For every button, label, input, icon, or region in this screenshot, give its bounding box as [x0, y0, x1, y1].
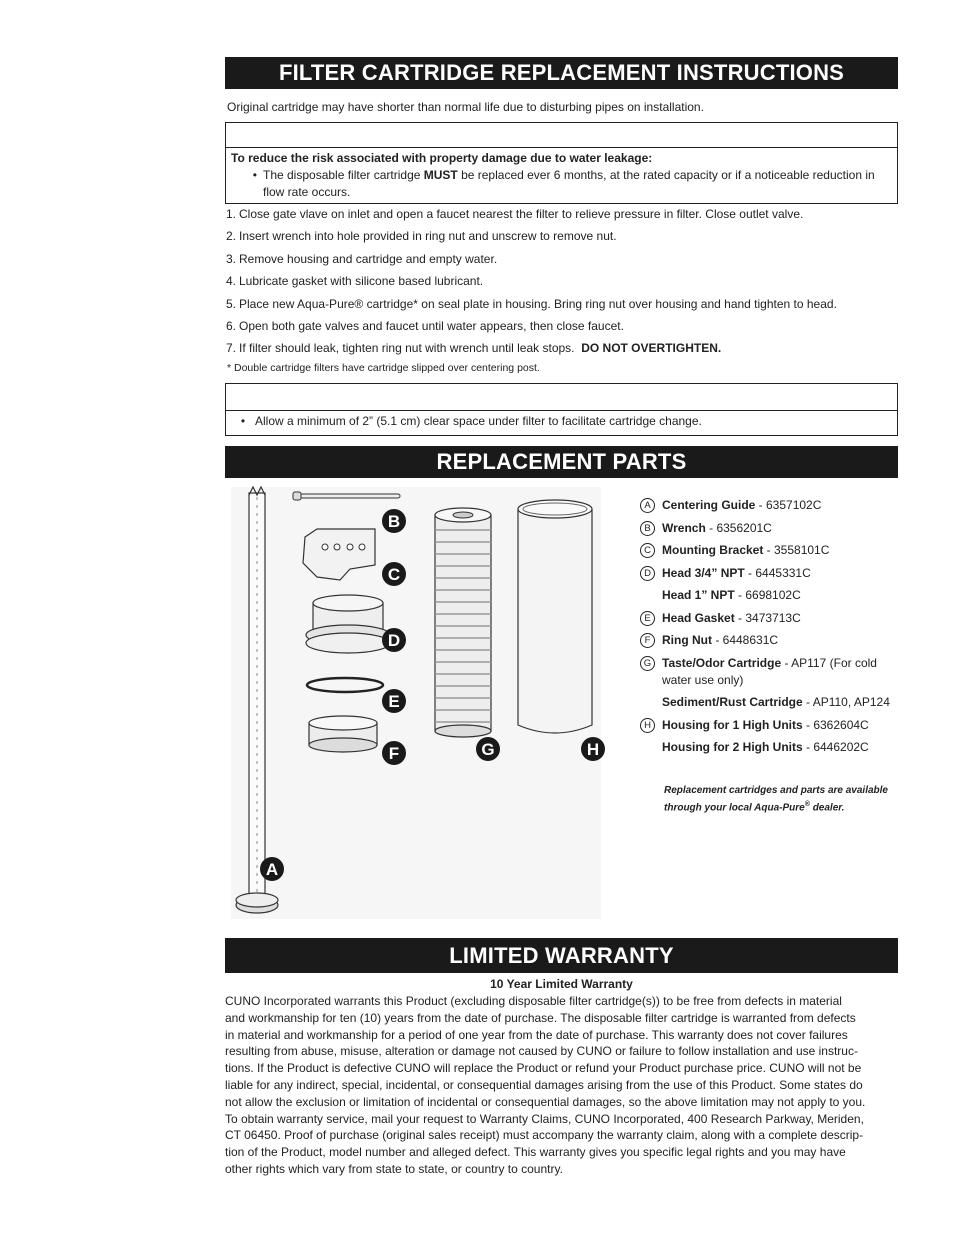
warranty-line: in material and workmanship for a period of one year from the date of purchase. This warranty does not cover failures: [225, 1027, 848, 1042]
parts-note-line2-pre: through your local Aqua-Pure: [664, 802, 805, 814]
part-item: [640, 694, 900, 711]
figure-label-b: [382, 509, 406, 533]
figure-label-g-text: G: [481, 740, 495, 759]
figure-label-c: [382, 562, 406, 586]
step-text: If filter should leak, tighten ring nut with wrench until leak stops.: [239, 341, 582, 356]
part-number: - 6357102C: [755, 498, 822, 512]
caution-bullet-pre: The disposable filter cartridge: [263, 168, 424, 182]
part-item: [640, 587, 900, 604]
part-letter: H: [640, 718, 655, 733]
step-text: Close gate vlave on inlet and open a faucet nearest the filter to relieve pressure in filter. Close outlet valve.: [239, 207, 804, 221]
figure-label-d: [382, 628, 406, 652]
step-item: [226, 205, 896, 227]
warranty-line: CUNO Incorporated warrants this Product (excluding disposable filter cartridge(s)) to be free from defects in material: [225, 994, 842, 1008]
step-text: Remove housing and cartridge and empty water.: [239, 251, 498, 266]
part-number: - 6362604C: [802, 717, 869, 732]
part-number: - 6698102C: [734, 588, 801, 602]
warranty-line: To obtain warranty service, mail your request to Warranty Claims, CUNO Incorporated, 400 Research Parkway, Meriden,: [225, 1111, 864, 1126]
step-text: Place new Aqua-Pure® cartridge* on seal plate in housing. Bring ring nut over housing and hand tighten to head.: [239, 296, 837, 311]
parts-note-line2-post: dealer.: [809, 802, 845, 814]
warranty-title: LIMITED WARRANTY: [225, 938, 898, 973]
part-item: [640, 632, 900, 649]
parts-illustration: [225, 485, 610, 925]
footnote: * Double cartridge filters have cartridge slipped over centering post.: [227, 362, 540, 374]
part-name: Sediment/Rust Cartridge: [662, 695, 803, 709]
step-text: Lubricate gasket with silicone based lubricant.: [239, 274, 484, 289]
part-name: Taste/Odor Cartridge: [662, 655, 782, 670]
step-item: [226, 317, 896, 339]
parts-note: [664, 784, 904, 815]
filter-cartridge-illustration: [435, 508, 491, 737]
step-number: 4.: [226, 274, 237, 289]
figure-label-b-text: B: [387, 512, 401, 531]
figure-label-e: [382, 689, 406, 713]
step-text: Open both gate valves and faucet until water appears, then close faucet.: [239, 318, 624, 333]
step-item: [226, 227, 896, 249]
note-box-header: [226, 384, 897, 411]
step-item: [226, 272, 896, 294]
caution-must: MUST: [423, 168, 458, 182]
part-name: Housing for 1 High Units: [662, 717, 803, 732]
step-item: [226, 339, 896, 361]
part-name: Head 3/4” NPT: [662, 565, 745, 580]
part-number: - 3558101C: [763, 543, 830, 557]
bullet-icon: •: [252, 168, 257, 182]
figure-label-g: [476, 737, 500, 761]
figure-label-a-text: A: [265, 860, 279, 879]
step-number: 5.: [226, 296, 237, 311]
part-item: [640, 739, 900, 756]
warranty-line: liable for any indirect, special, incidental, or consequential damages arising from the use of this Product. Some states do: [225, 1077, 863, 1092]
part-number: - AP110, AP124: [802, 695, 890, 709]
step-number: 2.: [226, 229, 237, 244]
step-text: Insert wrench into hole provided in ring nut and unscrew to remove nut.: [239, 229, 617, 244]
step-number: 7.: [226, 341, 237, 356]
part-number: - 6445331C: [744, 565, 811, 580]
part-item: [640, 610, 900, 627]
part-item: [640, 717, 900, 734]
step-item: [226, 295, 896, 317]
caution-box: [225, 122, 898, 204]
part-item: [640, 497, 900, 514]
figure-label-f-text: F: [388, 744, 400, 763]
figure-label-c-text: C: [387, 565, 401, 584]
part-name: Wrench: [662, 520, 706, 535]
part-item: [640, 542, 900, 559]
part-letter: E: [640, 611, 655, 626]
caution-bullet-post: be replaced ever 6 months, at the rated capacity or if a noticeable reduction in: [457, 168, 875, 182]
note-bullet: Allow a minimum of 2” (5.1 cm) clear space under filter to facilitate cartridge change.: [255, 414, 702, 428]
warranty-subtitle: 10 Year Limited Warranty: [490, 977, 633, 991]
figure-label-a: [260, 857, 284, 881]
figure-label-d-text: D: [387, 631, 401, 650]
warranty-line: resulting from abuse, misuse, alteration or damage not caused by CUNO or failure to follow installation and use instruc-: [225, 1044, 858, 1059]
part-letter: B: [640, 521, 655, 536]
housing-illustration: [518, 500, 592, 733]
figure-label-e-text: E: [388, 692, 400, 711]
parts-list: [640, 497, 900, 762]
figure-label-h-text: H: [586, 740, 600, 759]
part-item: [640, 520, 900, 537]
caution-bullet-line2: flow rate occurs.: [263, 185, 351, 199]
part-item: [640, 565, 900, 582]
bullet-icon: •: [240, 414, 246, 428]
caution-box-header: [226, 123, 897, 148]
part-name: Housing for 2 High Units: [662, 740, 803, 754]
part-letter: F: [640, 633, 655, 648]
intro-text: Original cartridge may have shorter than normal life due to disturbing pipes on installation.: [227, 100, 704, 114]
step-number: 6.: [226, 318, 237, 333]
part-letter: A: [640, 498, 655, 513]
head-illustration: [306, 595, 390, 653]
part-letter: D: [640, 566, 655, 581]
part-letter: G: [640, 656, 655, 671]
parts-note-line1: Replacement cartridges and parts are available: [664, 785, 888, 796]
part-item: [640, 655, 900, 689]
part-number: - 6448631C: [712, 633, 779, 647]
warranty-line: tions. If the Product is defective CUNO will replace the Product or refund your Product purchase price. CUNO will not be: [225, 1061, 862, 1076]
step-item: [226, 250, 896, 272]
warranty-body: [225, 993, 900, 1178]
caution-lead: To reduce the risk associated with property damage due to water leakage:: [231, 151, 653, 165]
part-name: Head Gasket: [662, 610, 735, 625]
part-name: Head 1” NPT: [662, 588, 735, 602]
note-box: [225, 383, 898, 436]
registered-mark: ®: [804, 801, 810, 808]
warranty-line: and workmanship for ten (10) years from the date of purchase. The disposable filter cartridge is warranted from defects: [225, 1010, 856, 1025]
part-letter: C: [640, 543, 655, 558]
parts-title: REPLACEMENT PARTS: [225, 446, 898, 478]
part-name: Ring Nut: [662, 633, 712, 647]
instructions-title: FILTER CARTRIDGE REPLACEMENT INSTRUCTIONS: [225, 57, 898, 89]
warranty-line: CT 06450. Proof of purchase (original sales receipt) must accompany the warranty claim, along with a complete descrip-: [225, 1128, 864, 1143]
warranty-line: other rights which vary from state to state, or country to country.: [225, 1161, 563, 1176]
steps-list: [226, 205, 896, 362]
step-number: 3.: [226, 251, 237, 266]
figure-label-f: [382, 741, 406, 765]
ring-nut-illustration: [309, 716, 377, 752]
warranty-line: tion of the Product, model number and alleged defect. This warranty gives you specific legal rights and you may have: [225, 1145, 846, 1160]
step-warning: DO NOT OVERTIGHTEN.: [581, 341, 722, 356]
step-number: 1.: [226, 207, 237, 221]
part-name: Centering Guide: [662, 498, 756, 512]
part-number: - 3473713C: [734, 610, 801, 625]
part-number: - 6446202C: [802, 740, 869, 754]
part-name: Mounting Bracket: [662, 543, 764, 557]
part-number: - 6356201C: [705, 520, 772, 535]
warranty-line: not allow the exclusion or limitation of incidental or consequential damages, so the above limitation may not apply to you.: [225, 1094, 866, 1109]
part-number: - AP117 (For cold water use only): [662, 655, 877, 687]
figure-label-h: [581, 737, 605, 761]
